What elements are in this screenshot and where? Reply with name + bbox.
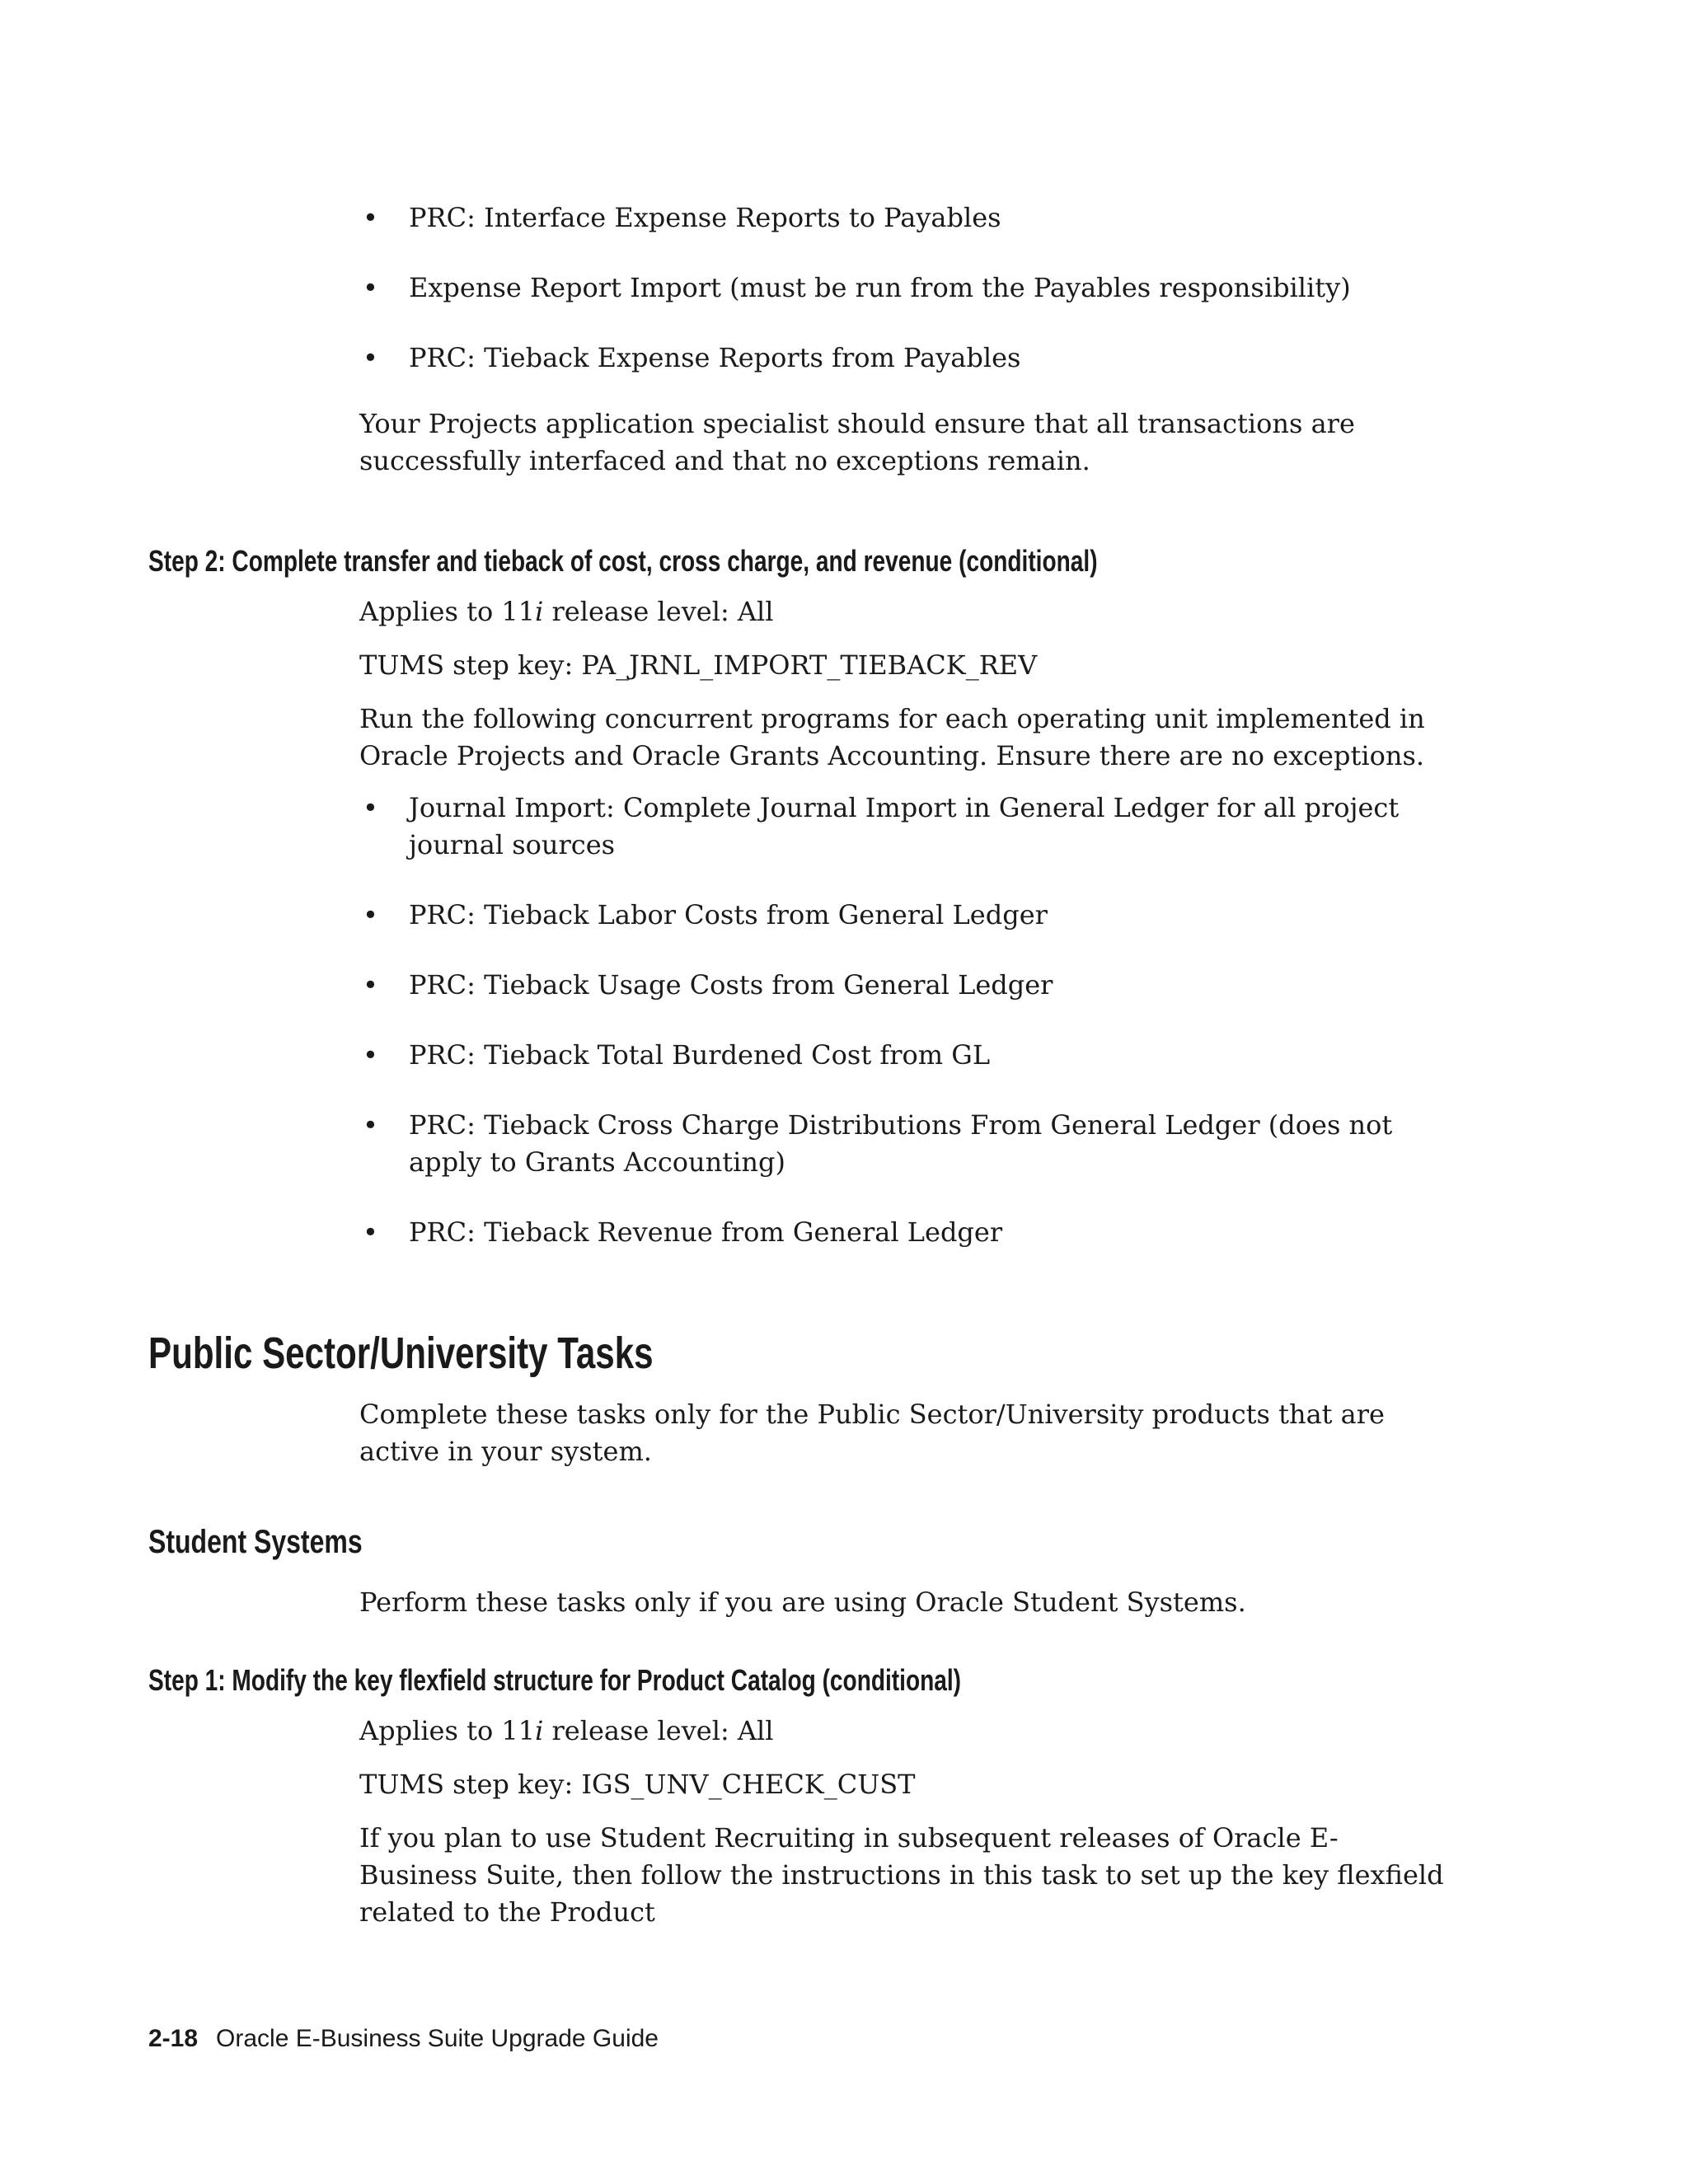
bullet-icon: • [363, 272, 378, 303]
list-item [359, 1214, 1447, 1251]
list-item [359, 1107, 1447, 1181]
bullet-icon: • [363, 342, 378, 373]
intro-paragraph: Your Projects application specialist should ensure that all transactions are successfully interfaced and that no exceptions remain. [359, 408, 1355, 476]
step1-tums-key: TUMS step key: IGS_UNV_CHECK_CUST [359, 1769, 916, 1800]
bullet-icon: • [363, 1109, 378, 1141]
list-item-text: Journal Import: Complete Journal Import in General Ledger for all project journal sources [409, 792, 1400, 860]
guide-title: Oracle E-Business Suite Upgrade Guide [216, 2025, 659, 2052]
list-item [359, 269, 1447, 307]
list-item-text: PRC: Tieback Usage Costs from General Ledger [409, 969, 1053, 1001]
list-item-text: PRC: Interface Expense Reports to Payables [409, 202, 1001, 233]
list-item-text: PRC: Tieback Expense Reports from Payables [409, 342, 1021, 373]
step2-tums-key: TUMS step key: PA_JRNL_IMPORT_TIEBACK_REV [359, 649, 1038, 681]
list-item [359, 199, 1447, 237]
step1-heading: Step 1: Modify the key flexfield structure for Product Catalog (conditional) [148, 1663, 962, 1697]
list-item [359, 897, 1447, 934]
list-item-text: PRC: Tieback Revenue from General Ledger [409, 1216, 1003, 1248]
bullet-icon: • [363, 792, 378, 823]
list-item-text: PRC: Tieback Total Burdened Cost from GL [409, 1039, 991, 1071]
step1-paragraph: If you plan to use Student Recruiting in subsequent releases of Oracle E-Business Suite, then follow the instructions in this task to set up the key flexfield related to the Product [359, 1822, 1444, 1928]
student-systems-paragraph: Perform these tasks only if you are using Oracle Student Systems. [359, 1586, 1246, 1618]
bullet-icon: • [363, 1039, 378, 1071]
list-item [359, 967, 1447, 1004]
bullet-icon: • [363, 899, 378, 930]
public-sector-paragraph: Complete these tasks only for the Public Sector/University products that are active in your system. [359, 1399, 1385, 1467]
list-item [359, 340, 1447, 377]
step2-heading: Step 2: Complete transfer and tieback of cost, cross charge, and revenue (conditional) [148, 544, 1098, 578]
step2-paragraph: Run the following concurrent programs for each operating unit implemented in Oracle Projects and Oracle Grants Accounting. Ensure there are no exceptions. [359, 703, 1425, 771]
page-footer [148, 2024, 659, 2054]
bullet-icon: • [363, 202, 378, 233]
step1-applies: Applies to 11i release level: All [359, 1715, 774, 1746]
list-item-text: PRC: Tieback Cross Charge Distributions From General Ledger (does not apply to Grants Accounting) [409, 1109, 1393, 1178]
list-item [359, 1037, 1447, 1074]
list-item-text: Expense Report Import (must be run from the Payables responsibility) [409, 272, 1351, 303]
top-bullet-list [359, 199, 1447, 377]
student-systems-heading: Student Systems [148, 1524, 363, 1560]
list-item [359, 790, 1447, 864]
list-item-text: PRC: Tieback Labor Costs from General Ledger [409, 899, 1048, 930]
step2-bullet-list [359, 790, 1447, 1251]
public-sector-heading: Public Sector/University Tasks [148, 1329, 654, 1378]
bullet-icon: • [363, 969, 378, 1001]
step2-applies: Applies to 11i release level: All [359, 596, 774, 627]
bullet-icon: • [363, 1216, 378, 1248]
page-number: 2-18 [148, 2025, 199, 2052]
